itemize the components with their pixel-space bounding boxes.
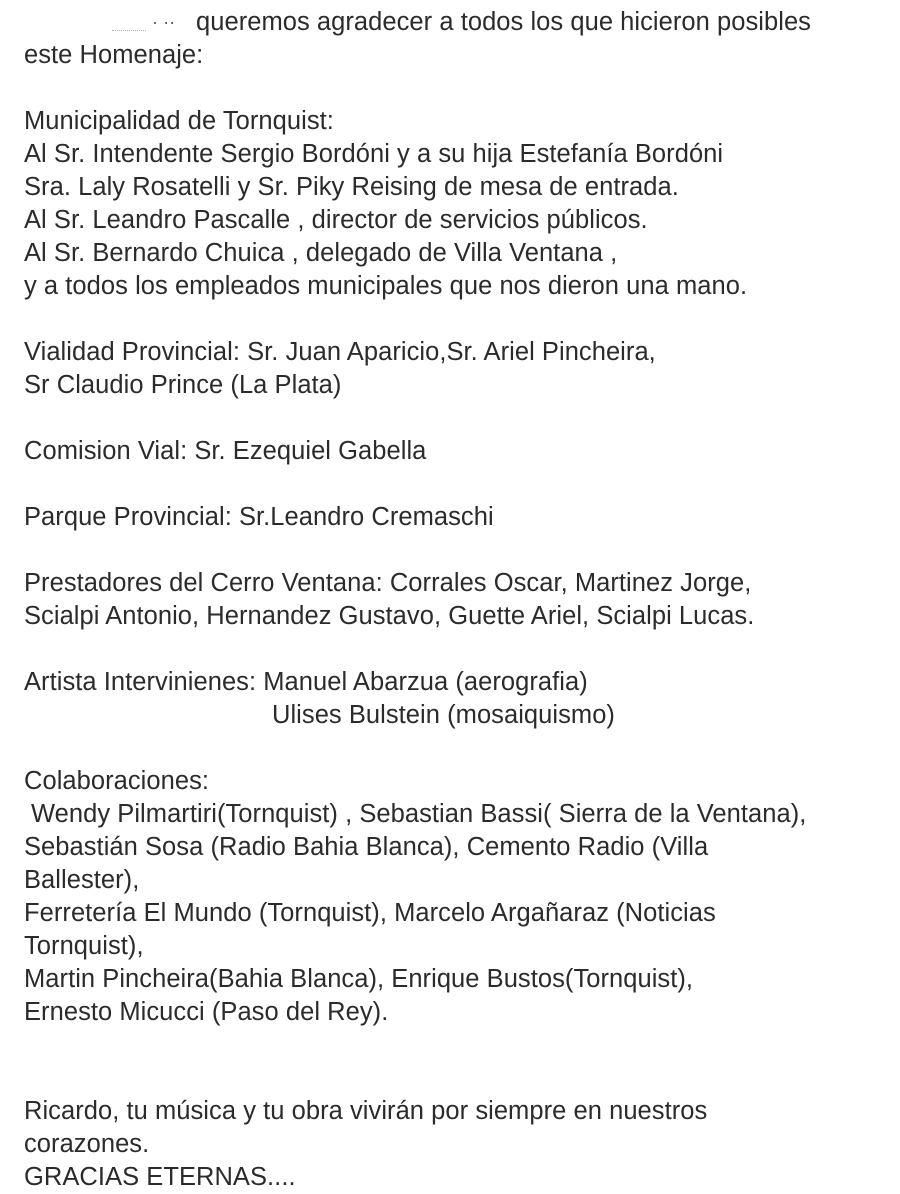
vialidad-line: Vialidad Provincial: Sr. Juan Aparicio,Sr. Ariel Pincheira, [24,338,656,366]
spacer [24,1062,894,1095]
message-body [24,6,894,1194]
spacer [24,402,894,435]
prestadores-line: Prestadores del Cerro Ventana: Corrales Oscar, Martinez Jorge, [24,569,752,597]
closing-line: corazones. [24,1130,150,1158]
spacer [24,72,894,105]
colaboraciones-line: Ferretería El Mundo (Tornquist), Marcelo Argañaraz (Noticias [24,899,716,927]
colaboraciones-line: Sebastián Sosa (Radio Bahia Blanca), Cemento Radio (Villa [24,833,709,861]
redaction-mark: · ·· [152,12,176,32]
intro-line-2: este Homenaje: [24,41,204,69]
colaboraciones-line: Tornquist), [24,932,144,960]
vialidad-line: Sr Claudio Prince (La Plata) [24,371,342,399]
municipalidad-line: Al Sr. Leandro Pascalle , director de servicios públicos. [24,206,648,234]
spacer [24,303,894,336]
artistas-line-2: Ulises Bulstein (mosaiquismo) [272,701,615,729]
redacted-name [24,13,152,33]
municipalidad-heading: Municipalidad de Tornquist: [24,107,334,135]
spacer [24,633,894,666]
spacer [24,1029,894,1062]
intro-text: queremos agradecer a todos los que hicieron posibles [196,8,811,36]
spacer [24,732,894,765]
colaboraciones-line: Ballester), [24,866,140,894]
colaboraciones-heading: Colaboraciones: [24,767,210,795]
intro-line-1 [24,6,894,39]
municipalidad-line: Sra. Laly Rosatelli y Sr. Piky Reising de mesa de entrada. [24,173,679,201]
closing-line: GRACIAS ETERNAS.... [24,1163,296,1191]
municipalidad-line: y a todos los empleados municipales que nos dieron una mano. [24,272,748,300]
closing-line: Ricardo, tu música y tu obra vivirán por siempre en nuestros [24,1097,708,1125]
municipalidad-line: Al Sr. Intendente Sergio Bordóni y a su hija Estefanía Bordóni [24,140,724,168]
parque-line: Parque Provincial: Sr.Leandro Cremaschi [24,503,494,531]
spacer [24,468,894,501]
municipalidad-line: Al Sr. Bernardo Chuica , delegado de Villa Ventana , [24,239,618,267]
artistas-line-1: Artista Intervinienes: Manuel Abarzua (aerografia) [24,668,588,696]
comision-line: Comision Vial: Sr. Ezequiel Gabella [24,437,427,465]
spacer [24,534,894,567]
colaboraciones-line: Wendy Pilmartiri(Tornquist) , Sebastian Bassi( Sierra de la Ventana), [31,800,807,828]
colaboraciones-line: Ernesto Micucci (Paso del Rey). [24,998,389,1026]
colaboraciones-line: Martin Pincheira(Bahia Blanca), Enrique Bustos(Tornquist), [24,965,694,993]
prestadores-line: Scialpi Antonio, Hernandez Gustavo, Guette Ariel, Scialpi Lucas. [24,602,755,630]
